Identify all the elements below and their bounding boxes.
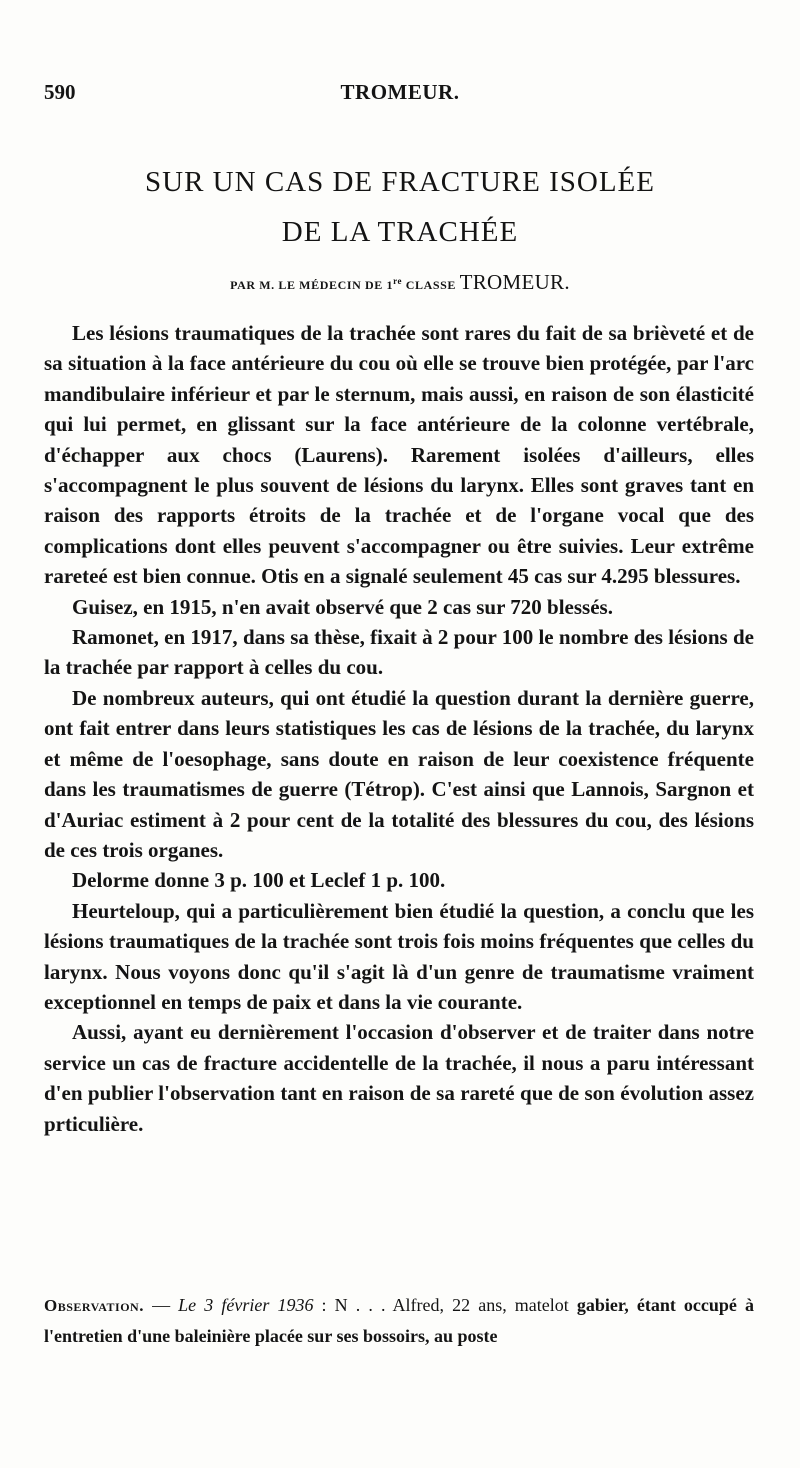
observation-dash: —: [143, 1295, 179, 1315]
page-number: 590: [44, 80, 76, 104]
observation-text-b: étant occupé à l'entretien d'une baleinière placée sur ses bossoirs, au poste: [44, 1295, 755, 1346]
byline-author: TROMEUR.: [459, 270, 570, 294]
observation-label: Observation.: [44, 1296, 144, 1315]
observation-text-bold: gabier,: [576, 1295, 629, 1315]
running-head: [44, 80, 756, 108]
observation-date: Le 3 février 1936: [178, 1295, 314, 1315]
paragraph: De nombreux auteurs, qui ont étudié la question durant la dernière guerre, ont fait entrer dans leurs statistiques les cas de lésions de la trachée, du larynx et même de l'oesophage, sans doute en raison de leur coexistence fréquente dans les traumatismes de guerre (Tétrop). C'est ainsi que Lannois, Sargnon et d'Auriac estiment à 2 pour cent de la totalité des blessures du cou, des lésions de ces trois organes.: [44, 685, 754, 862]
byline-superscript: re: [393, 276, 403, 286]
article-title-line-1: SUR UN CAS DE FRACTURE ISOLÉE: [145, 166, 655, 198]
paragraph: Les lésions traumatiques de la trachée sont rares du fait de sa brièveté et de sa situation à la face antérieure du cou où elle se trouve bien protégée, par l'arc mandibulaire inférieur et par le sternum, mais aussi, en raison de son élasticité qui lui permet, en glissant sur la face antérieure de la colonne vertébrale, d'échapper aux chocs (Laurens). Rarement isolées d'ailleurs, elles s'accompagnent le plus souvent de lésions du larynx. Elles sont graves tant en raison des rapports étroits de la trachée et de l'organe vocal que des complications dont elles peuvent s'accompagner ou être suivies. Leur extrême rareteé est bien connue. Otis en a signalé seulement 45 cas sur 4.295 blessures.: [44, 321, 754, 589]
paragraph: Aussi, ayant eu dernièrement l'occasion d'observer et de traiter dans notre service un cas de fracture accidentelle de la trachée, il nous a paru intéressant d'en publier l'observation tant en raison de sa rareté que de son évolution assez prticulière.: [44, 1020, 754, 1136]
observation-paragraph: [44, 1290, 754, 1351]
paragraph: Heurteloup, qui a particulièrement bien étudié la question, a conclu que les lésions traumatiques de la trachée sont trois fois moins fréquentes que celles du larynx. Nous voyons donc qu'il s'agit là d'un genre de traumatisme vraiment exceptionnel en temps de paix et dans la vie courante.: [44, 898, 754, 1014]
article-title-line-2: DE LA TRACHÉE: [281, 216, 519, 248]
byline-prefix: PAR M. LE MÉDECIN DE 1: [230, 278, 394, 292]
body-text: [44, 318, 754, 1139]
observation-text-a: : N . . . Alfred, 22 ans, matelot: [313, 1295, 577, 1315]
byline-class: CLASSE: [402, 278, 460, 292]
running-title: TROMEUR.: [340, 80, 460, 104]
paragraph: Delorme donne 3 p. 100 et Leclef 1 p. 100.: [72, 868, 446, 893]
paragraph: Ramonet, en 1917, dans sa thèse, fixait à 2 pour 100 le nombre des lésions de la trachée par rapport à celles du cou.: [44, 625, 754, 680]
byline: [44, 270, 756, 295]
paragraph: Guisez, en 1915, n'en avait observé que 2 cas sur 720 blessés.: [72, 594, 613, 619]
